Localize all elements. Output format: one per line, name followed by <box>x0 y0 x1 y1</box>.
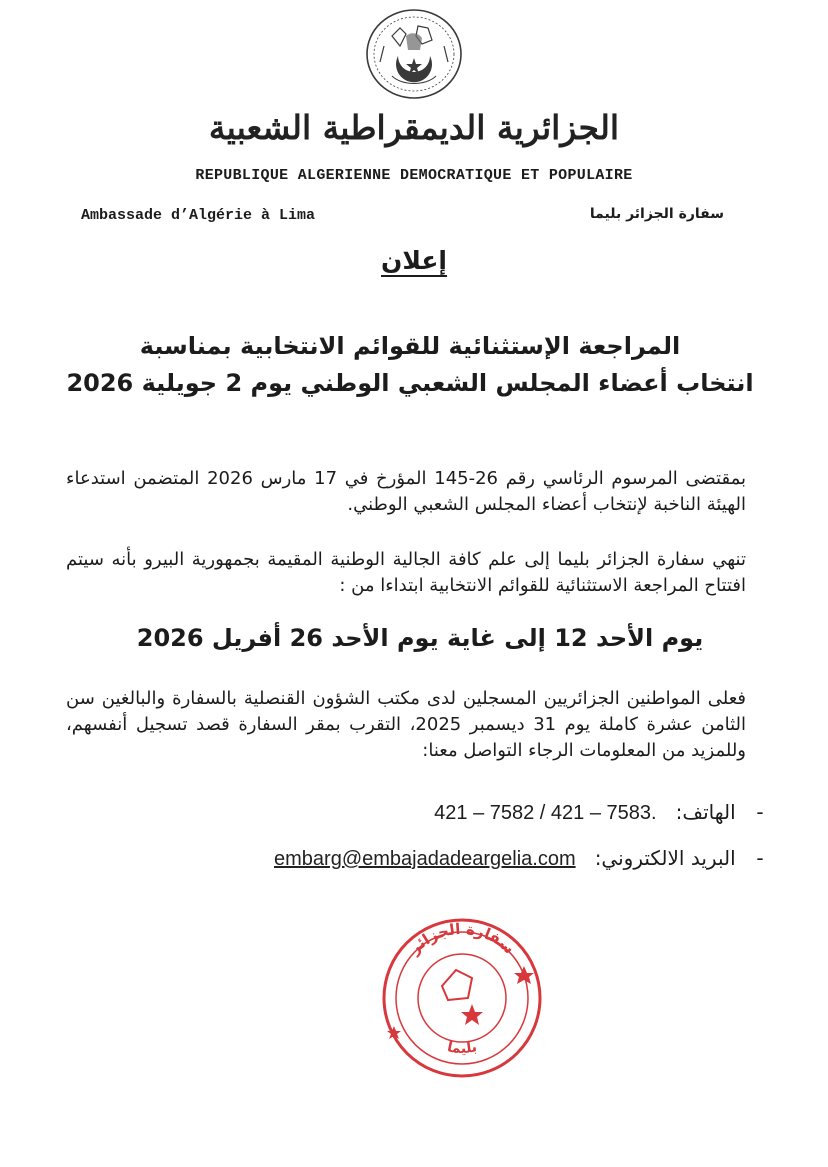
announcement-heading: إعلان <box>381 246 447 275</box>
embassy-name-french: Ambassade d’Algérie à Lima <box>81 207 316 224</box>
embassy-name-arabic: سفارة الجزائر بليما <box>589 206 724 222</box>
email-link[interactable]: embarg@embajadadeargelia.com <box>274 848 576 870</box>
official-stamp-icon <box>372 906 552 1086</box>
review-period-dates: يوم الأحد 12 إلى غاية يوم الأحد 26 أفريل 2026 <box>136 624 704 652</box>
embassy-notice-paragraph: تنهي سفارة الجزائر بليما إلى علم كافة الجالية الوطنية المقيمة بجمهورية البيرو بأنه سيتم افتتاح المراجعة الاستثنائية للقوائم الانتخابية ابتداءا من : <box>66 549 746 596</box>
state-title-french: REPUBLIQUE ALGERIENNE DEMOCRATIQUE ET POPULAIRE <box>195 167 633 184</box>
subject-line-1: المراجعة الإستثنائية للقوائم الانتخابية بمناسبة <box>139 332 681 360</box>
phone-value: 421 – 7582 / 421 – 7583. <box>434 802 657 824</box>
announcement-subject <box>60 328 760 402</box>
decree-paragraph: بمقتضى المرسوم الرئاسي رقم 26-145 المؤرخ في 17 مارس 2026 المتضمن استدعاء الهيئة الناخبة لإنتخاب أعضاء المجلس الشعبي الوطني. <box>66 468 747 515</box>
stamp-bottom-text: بليما <box>445 1039 479 1057</box>
list-dash: - <box>756 846 764 870</box>
subject-line-2: انتخاب أعضاء المجلس الشعبي الوطني يوم 2 جويلية 2026 <box>66 369 754 397</box>
email-line <box>138 846 778 871</box>
email-label: البريد الالكتروني: <box>594 846 736 870</box>
list-dash: - <box>756 800 764 824</box>
state-title-arabic: الجزائرية الديمقراطية الشعبية <box>208 108 620 147</box>
national-emblem-icon <box>362 6 466 102</box>
stamp-top-text: سفارة الجزائر <box>405 919 519 958</box>
phone-line <box>138 800 778 825</box>
eligibility-paragraph: فعلى المواطنين الجزائريين المسجلين لدى مكتب الشؤون القنصلية بالسفارة والبالغين سن الثامن عشرة كاملة يوم 31 ديسمبر 2025، التقرب بمقر السفارة قصد تسجيل أنفسهم، وللمزيد من المعلومات الرجاء التواصل معنا: <box>66 688 746 761</box>
phone-label: الهاتف: <box>675 800 736 824</box>
